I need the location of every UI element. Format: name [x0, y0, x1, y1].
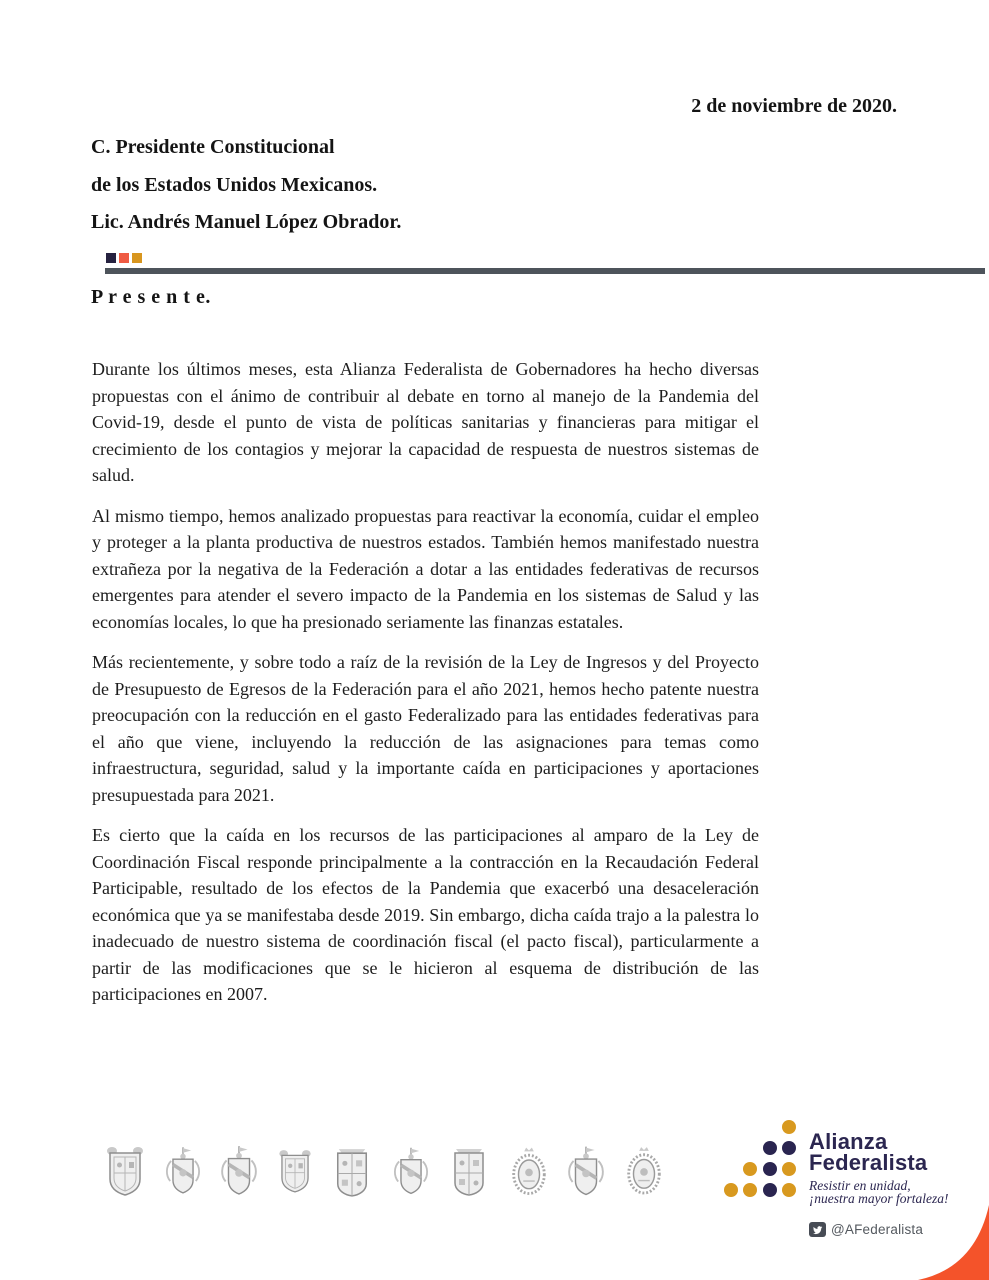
state-coat-of-arms-icon [390, 1145, 432, 1198]
letter-date: 2 de noviembre de 2020. [691, 95, 897, 117]
recipient-line-1: C. Presidente Constitucional [91, 136, 335, 158]
recipient-line-3: Lic. Andrés Manuel López Obrador. [91, 211, 402, 233]
paragraph-1: Durante los últimos meses, esta Alianza Federalista de Gobernadores ha hecho diversas propuestas con el ánimo de contribuir al debate en torno al manejo de la Pandemia del Covid-19, desde el punto de vista de políticas sanitarias y financieras para mitigar el crecimiento de los contagios y mejorar la capacidad de respuesta de nuestros sistemas de salud. [92, 359, 759, 485]
orange-corner-accent [918, 1205, 989, 1280]
brand-square-gold [132, 253, 142, 263]
twitter-icon [809, 1222, 826, 1237]
state-coat-of-arms-icon [564, 1144, 608, 1199]
logo-title-line2: Federalista [809, 1150, 928, 1175]
logo-title-line1: Alianza [809, 1129, 888, 1154]
brand-square-red [119, 253, 129, 263]
paragraph-2: Al mismo tiempo, hemos analizado propuestas para reactivar la economía, cuidar el empleo y proteger a la planta productiva de nuestros estados. También hemos manifestado nuestra extrañeza por la negativa de la Federación a dotar a las entidades federativas de recursos emergentes para atender el severo impacto de la Pandemia en los sistemas de Salud y las economías locales, lo que ha presionado seriamente las finanzas estatales. [92, 505, 759, 632]
state-seals-row [102, 1142, 666, 1200]
alianza-federalista-logo [721, 1117, 949, 1237]
salutation: P r e s e n t e. [91, 286, 211, 308]
state-coat-of-arms-icon [622, 1144, 666, 1198]
divider-rule [105, 268, 985, 274]
state-coat-of-arms-icon [275, 1146, 315, 1196]
paragraph-4: Es cierto que la caída en los recursos de las participaciones al amparo de la Ley de Coordinación Fiscal responde principalmente a la contracción en la Recaudación Federal Participable, resultado de los efectos de la Pandemia que exacerbó una desaceleración económica que ya se manifestaba desde 2019. Sin embargo, dicha caída trajo a la palestra lo inadecuado de nuestro sistema de coordinación fiscal (el pacto fiscal), particularmente a partir de las modificaciones que se le hicieron al esquema de distribución de las participaciones en 2007. [92, 825, 759, 1004]
logo-tagline-line2: ¡nuestra mayor fortaleza! [809, 1190, 949, 1206]
state-coat-of-arms-icon [328, 1143, 376, 1200]
brand-square-navy [106, 253, 116, 263]
state-coat-of-arms-icon [445, 1143, 493, 1199]
state-coat-of-arms-icon [217, 1144, 261, 1198]
state-coat-of-arms-icon [507, 1144, 551, 1199]
twitter-handle: @AFederalista [831, 1222, 924, 1237]
state-coat-of-arms-icon [102, 1143, 148, 1199]
logo-tagline-line1: Resistir en unidad, [809, 1178, 911, 1193]
logo-dots-icon [721, 1117, 799, 1237]
recipient-line-2: de los Estados Unidos Mexicanos. [91, 173, 378, 196]
brand-squares [106, 253, 142, 263]
letter-body [92, 356, 759, 1022]
paragraph-3: Más recientemente, y sobre todo a raíz de la revisión de la Ley de Ingresos y del Proyecto de Presupuesto de Egresos de la Federación para el año 2021, hemos hecho patente nuestra preocupación con la reducción en el gasto Federalizado para las entidades federativas para el año que viene, incluyendo la reducción de las asignaciones para temas como infraestructura, seguridad, salud y la importante caída en participaciones y aportaciones presupuestada para 2021. [92, 652, 759, 805]
recipient-block [91, 129, 401, 242]
state-coat-of-arms-icon [162, 1145, 204, 1197]
